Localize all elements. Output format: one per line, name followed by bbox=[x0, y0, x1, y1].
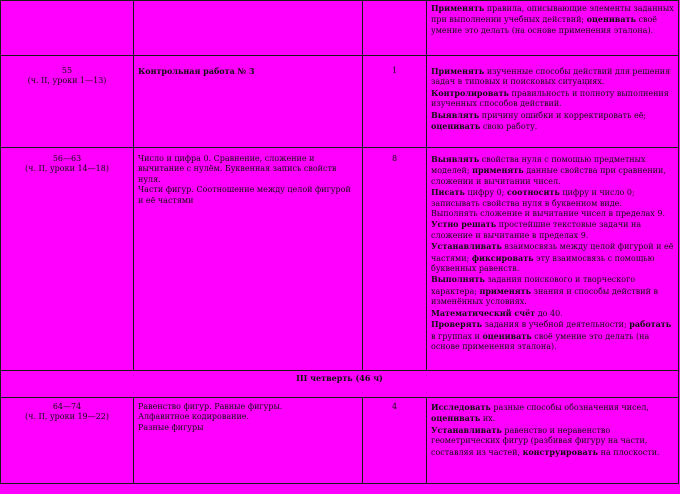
activity-line: Контролировать правильность и полноту выполнения изученных способов действий. bbox=[431, 87, 669, 109]
hours-cell: 4 bbox=[363, 398, 427, 484]
topic-text: Число и цифра 0. Сравнение, сложение и вычитание с нулём. Буквенная запись свойств нуля. bbox=[138, 154, 337, 184]
activity-line: Выявлять причину ошибки и корректировать её; оценивать свою работу. bbox=[431, 109, 647, 132]
topic-text: Равенство фигур. Равные фигуры. bbox=[138, 402, 283, 411]
activity-line: Выполнять сложение и вычитание чисел в пределах 9. bbox=[431, 209, 665, 219]
hours-cell bbox=[363, 1, 427, 56]
activities-cell bbox=[427, 398, 679, 484]
activity-line: Выявлять свойства нуля с помощью предметных моделей; применять данные свойства при сравнении, сложении и вычитании чисел. bbox=[431, 154, 666, 186]
topic-cell bbox=[134, 56, 363, 148]
table-row bbox=[1, 148, 679, 371]
topic-text: Разные фигуры bbox=[138, 422, 204, 432]
topic-cell bbox=[134, 1, 363, 56]
topic-text: Алфавитное кодирование. bbox=[138, 412, 250, 422]
lesson-ref: (ч. II, уроки 14—18) bbox=[25, 164, 109, 174]
activity-line: Устно решать простейшие текстовые задачи на сложение и вычитание в пределах 9. bbox=[431, 219, 642, 240]
activity-line: Математический счёт до 40. bbox=[431, 307, 563, 318]
topic-cell bbox=[134, 398, 363, 484]
lesson-cell bbox=[1, 1, 134, 56]
activity-line: Исследовать разные способы обозначения чисел, оценивать их. bbox=[431, 402, 649, 424]
topic-text: Контрольная работа № 3 bbox=[138, 66, 255, 76]
activity-line: Устанавливать взаимосвязь между целой фигурой и её частями; фиксировать эту взаимосвязь с помощью буквенных равенств. bbox=[431, 241, 674, 274]
lesson-number: 55 bbox=[61, 66, 73, 75]
lesson-cell bbox=[1, 56, 134, 148]
lesson-cell bbox=[1, 398, 134, 484]
quarter-heading: III четверть (46 ч) bbox=[1, 371, 679, 398]
lesson-number: 64—74 bbox=[52, 402, 82, 411]
activity-line: Устанавливать равенство и неравенство геометрических фигур (разбивая фигуру на части, составляя из частей, конструировать на плоскости. bbox=[431, 424, 660, 457]
activity-line: Проверять задания в учебной деятельности; работать в группах и оценивать своё умение это делать (на основе применения эталона). bbox=[431, 319, 672, 351]
activities-cell bbox=[427, 1, 679, 56]
table-row bbox=[1, 371, 679, 398]
lesson-ref: (ч. II, уроки 1—13) bbox=[27, 76, 107, 86]
lesson-cell bbox=[1, 148, 134, 371]
table-row bbox=[1, 398, 679, 484]
activity-line: Применять правила, описывающие элементы заданных при выполнении учебных действий; оценивать своё умение это делать (на основе применения эталона). bbox=[431, 3, 674, 35]
lesson-ref: (ч. II, уроки 19—22) bbox=[25, 412, 109, 422]
table-row bbox=[1, 56, 679, 148]
hours-cell: 1 bbox=[363, 56, 427, 148]
activity-line: Применять изученные способы действий для решения задач в типовых и поисковых ситуациях. bbox=[431, 66, 671, 87]
topic-text: Части фигур. Соотношение между целой фигурой и её частями bbox=[138, 185, 351, 205]
topic-cell bbox=[134, 148, 363, 371]
hours-cell: 8 bbox=[363, 148, 427, 371]
activities-cell bbox=[427, 56, 679, 148]
activities-cell bbox=[427, 148, 679, 371]
lesson-number: 56—63 bbox=[52, 154, 82, 163]
activity-line: Выполнять задания поискового и творческого характера; применять знания и способы действий в изменённых условиях. bbox=[431, 274, 658, 307]
table-row bbox=[1, 1, 679, 56]
activity-line: Писать цифру 0; соотносить цифру и число 0; записывать свойства нуля в буквенном виде. bbox=[431, 187, 635, 208]
